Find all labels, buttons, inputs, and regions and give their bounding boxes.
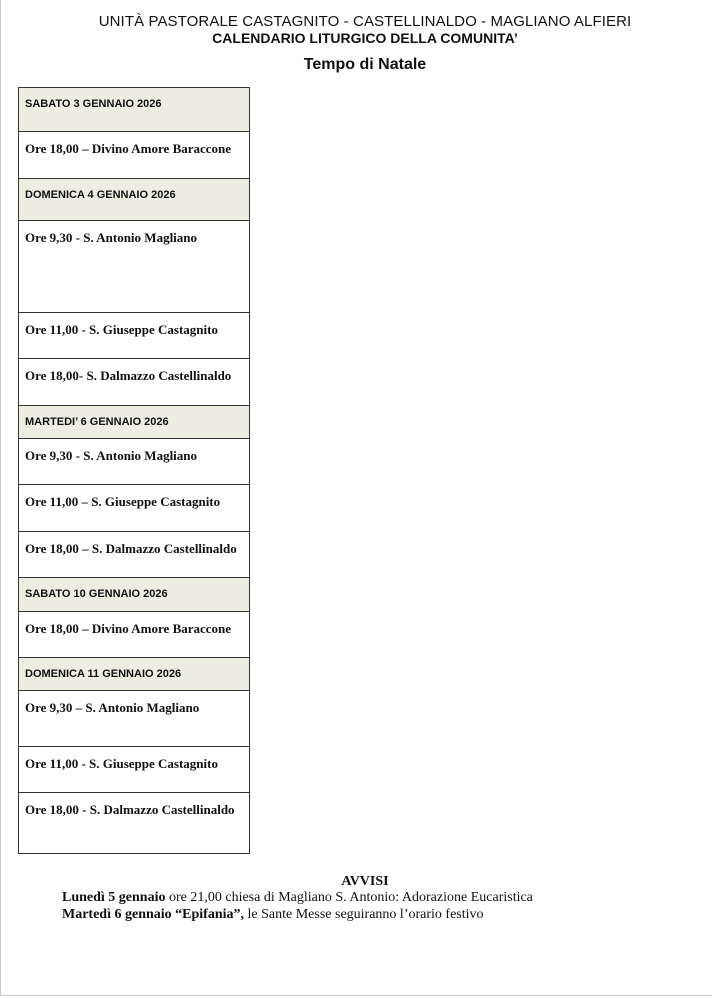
day-header: DOMENICA 4 GENNAIO 2026: [19, 178, 249, 220]
notices-title: AVVISI: [341, 874, 389, 889]
notice-date: Lunedì 5 gennaio: [62, 890, 166, 905]
mass-entry: Ore 9,30 – S. Antonio Magliano: [19, 690, 249, 746]
mass-entry: Ore 9,30 - S. Antonio Magliano: [19, 438, 249, 484]
mass-entry: Ore 11,00 - S. Giuseppe Castagnito: [19, 746, 249, 792]
mass-entry: Ore 18,00 – Divino Amore Baraccone: [19, 131, 249, 178]
mass-entry: Ore 11,00 – S. Giuseppe Castagnito: [19, 484, 249, 531]
notice-text: ore 21,00 chiesa di Magliano S. Antonio: Adorazione Eucaristica: [165, 890, 533, 905]
mass-entry: Ore 18,00 - S. Dalmazzo Castellinaldo: [19, 792, 249, 853]
notice-item: [62, 907, 484, 923]
day-header: SABATO 10 GENNAIO 2026: [19, 577, 249, 611]
notice-date: Martedì 6 gennaio “Epifania”,: [62, 907, 245, 922]
day-header: SABATO 3 GENNAIO 2026: [19, 88, 249, 131]
mass-entry: Ore 11,00 - S. Giuseppe Castagnito: [19, 312, 249, 358]
mass-entry: Ore 18,00 – Divino Amore Baraccone: [19, 611, 249, 657]
organization-title: UNITÀ PASTORALE CASTAGNITO - CASTELLINALDO - MAGLIANO ALFIERI: [98, 13, 632, 30]
calendar-title: CALENDARIO LITURGICO DELLA COMUNITA’: [212, 30, 518, 46]
mass-entry: Ore 18,00- S. Dalmazzo Castellinaldo: [19, 358, 249, 405]
schedule-table: [18, 87, 250, 854]
day-header: MARTEDI’ 6 GENNAIO 2026: [19, 405, 249, 438]
season-title: Tempo di Natale: [303, 56, 427, 73]
notice-item: [62, 890, 533, 906]
notice-text: le Sante Messe seguiranno l’orario festivo: [244, 907, 484, 922]
mass-entry: Ore 18,00 – S. Dalmazzo Castellinaldo: [19, 531, 249, 577]
day-header: DOMENICA 11 GENNAIO 2026: [19, 657, 249, 690]
mass-entry: Ore 9,30 - S. Antonio Magliano: [19, 220, 249, 312]
